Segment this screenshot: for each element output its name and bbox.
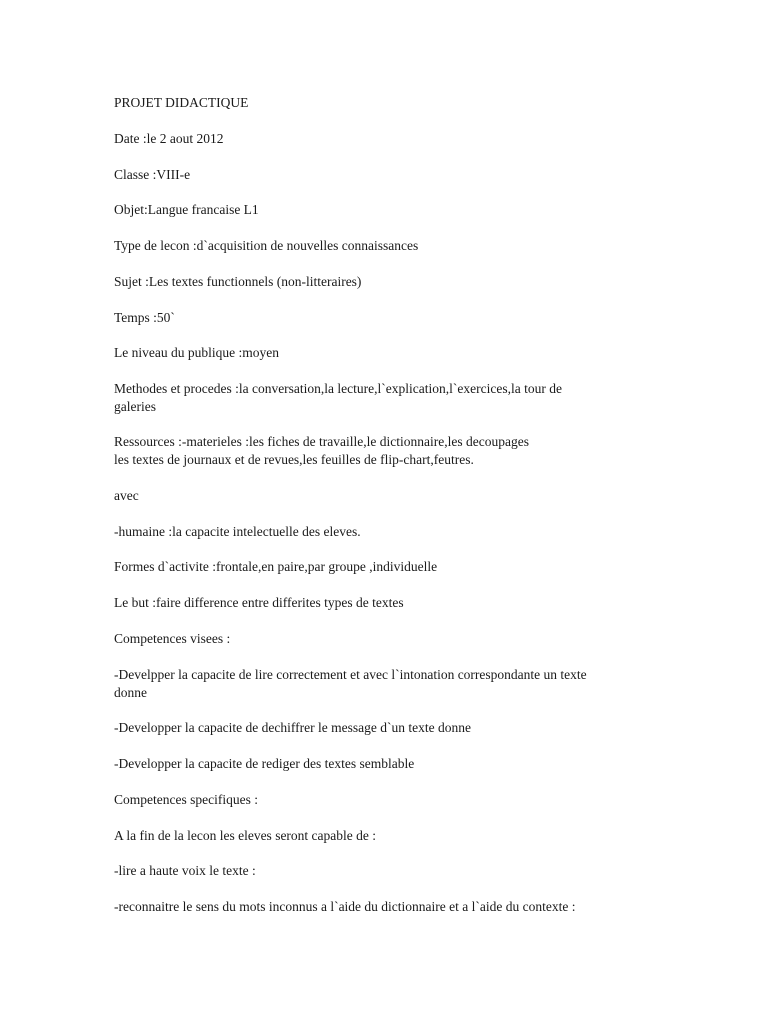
temps-line: Temps :50`: [114, 310, 175, 325]
sujet-line: Sujet :Les textes functionnels (non-litteraires): [114, 274, 362, 289]
develop-lire-line-1: -Develpper la capacite de lire correctement et avec l`intonation correspondante un texte: [114, 667, 587, 682]
classe-line: Classe :VIII-e: [114, 167, 191, 182]
objet-line: Objet:Langue francaise L1: [114, 202, 259, 217]
develop-lire-line-2: donne: [114, 685, 147, 700]
develop-rediger-line: -Developper la capacite de rediger des textes semblable: [114, 756, 415, 771]
lire-line: -lire a haute voix le texte :: [114, 863, 256, 878]
humaine-line: -humaine :la capacite intelectuelle des eleves.: [114, 524, 361, 539]
formes-line: Formes d`activite :frontale,en paire,par groupe ,individuelle: [114, 559, 438, 574]
reconnaitre-line: -reconnaitre le sens du mots inconnus a l`aide du dictionnaire et a l`aide du contexte :: [114, 899, 576, 914]
competences-visees-heading: Competences visees :: [114, 631, 231, 646]
develop-dechiffrer-line: -Developper la capacite de dechiffrer le message d`un texte donne: [114, 720, 471, 735]
fin-lecon-line: A la fin de la lecon les eleves seront capable de :: [114, 828, 377, 843]
methodes-line-1: Methodes et procedes :la conversation,la lecture,l`explication,l`exercices,la tour de: [114, 381, 562, 396]
methodes-line-2: galeries: [114, 399, 156, 414]
ressources-line-1: Ressources :-materieles :les fiches de travaille,le dictionnaire,les decoupages: [114, 434, 529, 449]
ressources-line-2: les textes de journaux et de revues,les feuilles de flip-chart,feutres.: [114, 452, 474, 467]
document-title: PROJET DIDACTIQUE: [114, 95, 249, 110]
but-line: Le but :faire difference entre differites types de textes: [114, 595, 404, 610]
date-line: Date :le 2 aout 2012: [114, 131, 224, 146]
niveau-line: Le niveau du publique :moyen: [114, 345, 279, 360]
type-lecon-line: Type de lecon :d`acquisition de nouvelles connaissances: [114, 238, 419, 253]
competences-specifiques-heading: Competences specifiques :: [114, 792, 258, 807]
avec-line: avec: [114, 488, 139, 503]
